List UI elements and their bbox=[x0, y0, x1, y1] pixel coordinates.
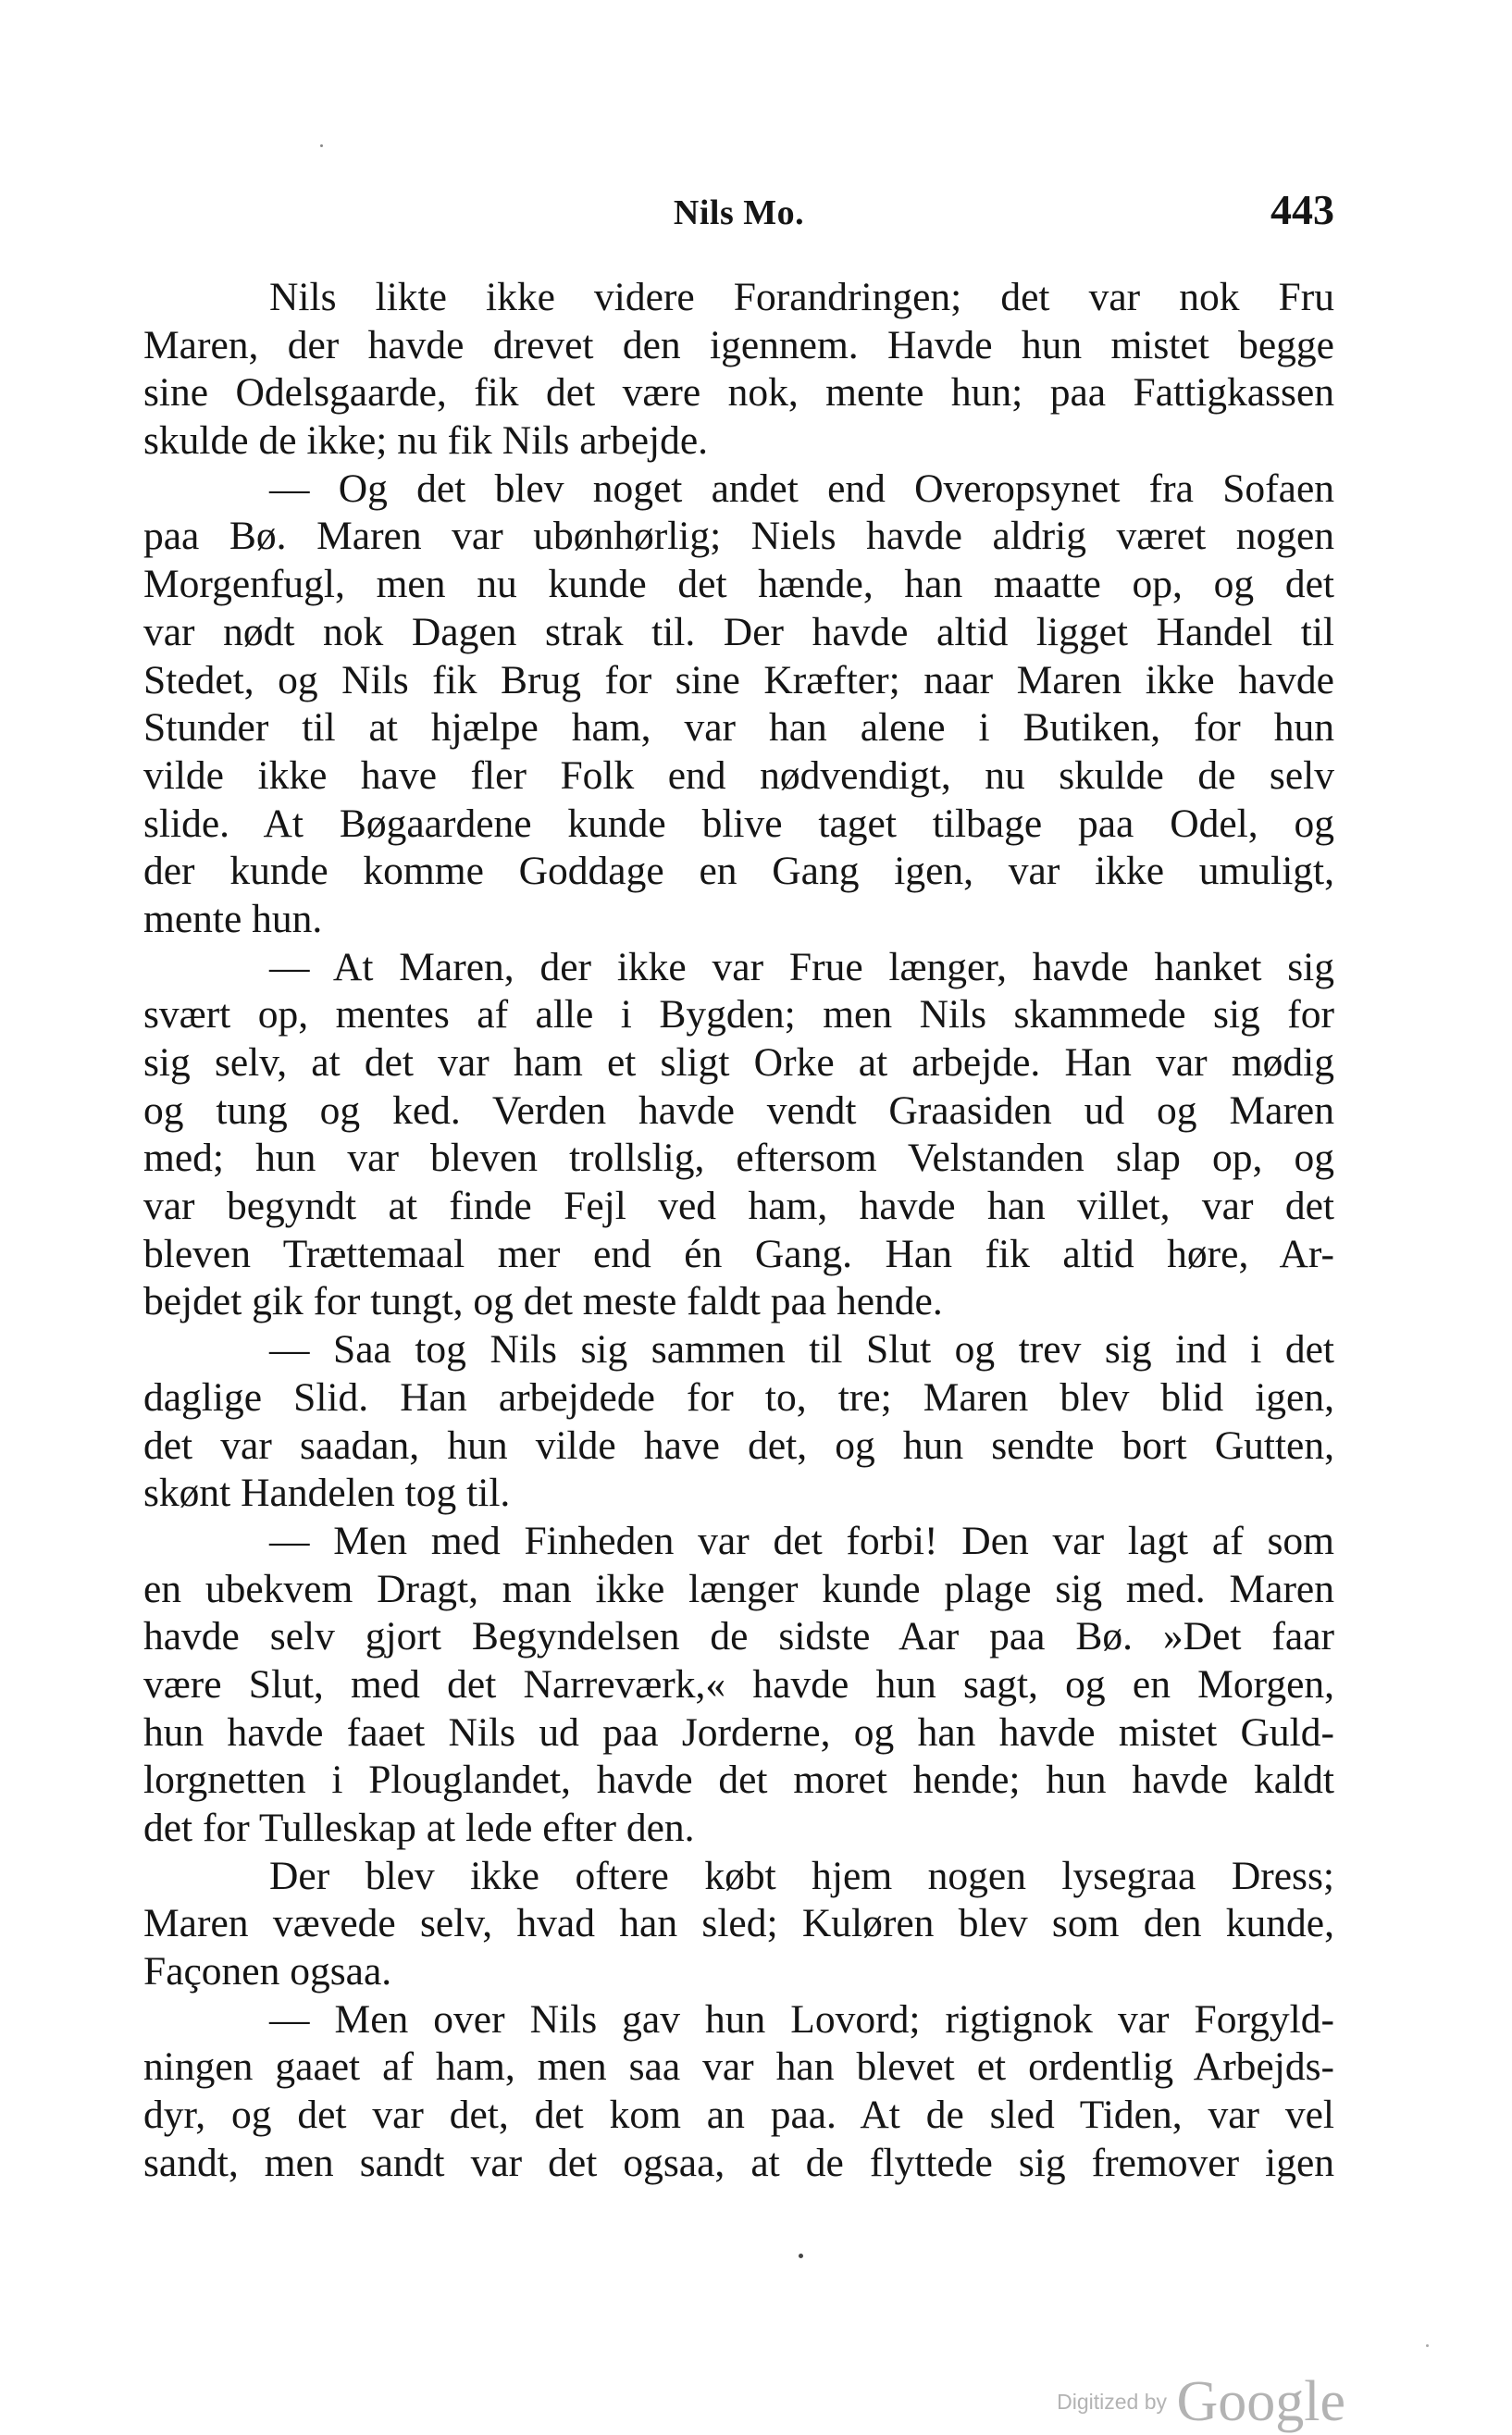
watermark-logo: Google bbox=[1176, 2370, 1345, 2433]
text-line: der kunde komme Goddage en Gang igen, var ikke umuligt, bbox=[143, 849, 1334, 894]
text-line: Der blev ikke oftere købt hjem nogen lysegraa Dress; bbox=[269, 1853, 1334, 1898]
running-head: Nils Mo. bbox=[673, 193, 805, 232]
text-line: — Saa tog Nils sig sammen til Slut og trev sig ind i det bbox=[269, 1327, 1334, 1373]
text-line: Maren vævede selv, hvad han sled; Kuløren blev som den kunde, bbox=[143, 1901, 1334, 1946]
text-line: Morgenfugl, men nu kunde det hænde, han maatte op, og det bbox=[143, 562, 1334, 607]
text-line: dyr, og det var det, det kom an paa. At de sled Tiden, var vel bbox=[143, 2093, 1334, 2138]
speck-mark bbox=[320, 144, 323, 147]
text-line: vilde ikke have fler Folk end nødvendigt, nu skulde de selv bbox=[143, 752, 1334, 798]
text-line: det var saadan, hun vilde have det, og hun sendte bort Gutten, bbox=[143, 1422, 1334, 1468]
digitized-watermark bbox=[1057, 2369, 1345, 2435]
text-line: — Men over Nils gav hun Lovord; rigtignok var Forgyld- bbox=[269, 1996, 1334, 2042]
text-line: paa Bø. Maren var ubønhørlig; Niels havde aldrig været nogen bbox=[143, 514, 1334, 559]
text-line: skønt Handelen tog til. bbox=[143, 1471, 511, 1516]
watermark-prefix: Digitized by bbox=[1057, 2390, 1168, 2414]
speck-mark bbox=[1426, 2344, 1429, 2347]
text-line: Stunder til at hjælpe ham, var han alene i Butiken, for hun bbox=[143, 705, 1334, 751]
text-line: lorgnetten i Plouglandet, havde det moret hende; hun havde kaldt bbox=[143, 1758, 1334, 1803]
text-line: svært op, mentes af alle i Bygden; men Nils skammede sig for bbox=[143, 992, 1334, 1037]
text-line: mente hun. bbox=[143, 896, 323, 941]
body-text bbox=[143, 274, 1334, 2188]
text-line: Maren, der havde drevet den igennem. Havde hun mistet begge bbox=[143, 322, 1334, 367]
text-line: — At Maren, der ikke var Frue længer, havde hanket sig bbox=[269, 944, 1334, 989]
text-line: med; hun var bleven trollslig, eftersom Velstanden slap op, og bbox=[143, 1136, 1334, 1181]
page-number: 443 bbox=[1270, 186, 1334, 233]
page-header bbox=[143, 185, 1334, 241]
text-line: være Slut, med det Narreværk,« havde hun sagt, og en Morgen, bbox=[143, 1661, 1334, 1707]
text-line: sine Odelsgaarde, fik det være nok, mente hun; paa Fattigkassen bbox=[143, 370, 1334, 416]
text-line: var nødt nok Dagen strak til. Der havde altid ligget Handel til bbox=[143, 609, 1334, 654]
text-line: en ubekvem Dragt, man ikke længer kunde plage sig med. Maren bbox=[143, 1566, 1334, 1611]
text-line: daglige Slid. Han arbejdede for to, tre; Maren blev blid igen, bbox=[143, 1374, 1334, 1420]
text-line: Nils likte ikke videre Forandringen; det var nok Fru bbox=[269, 275, 1334, 319]
text-line: det for Tulleskap at lede efter den. bbox=[143, 1806, 695, 1850]
text-line: Stedet, og Nils fik Brug for sine Kræfter; naar Maren ikke havde bbox=[143, 657, 1334, 702]
text-line: ningen gaaet af ham, men saa var han blevet et ordentlig Arbejds- bbox=[143, 2044, 1334, 2090]
text-line: sig selv, at det var ham et sligt Orke at arbejde. Han var mødig bbox=[143, 1040, 1334, 1085]
text-line: sandt, men sandt var det ogsaa, at de flyttede sig fremover igen bbox=[143, 2140, 1334, 2185]
text-line: — Men med Finheden var det forbi! Den var lagt af som bbox=[269, 1518, 1334, 1563]
text-line: var begyndt at finde Fejl ved ham, havde han villet, var det bbox=[143, 1184, 1334, 1229]
text-line: skulde de ikke; nu fik Nils arbejde. bbox=[143, 418, 709, 464]
text-line: bejdet gik for tungt, og det meste faldt paa hende. bbox=[143, 1279, 943, 1324]
signature-mark bbox=[799, 2254, 803, 2258]
text-line: hun havde faaet Nils ud paa Jorderne, og han havde mistet Guld- bbox=[143, 1709, 1334, 1755]
text-line: slide. At Bøgaardene kunde blive taget tilbage paa Odel, og bbox=[143, 801, 1334, 846]
text-line: og tung og ked. Verden havde vendt Graasiden ud og Maren bbox=[143, 1087, 1334, 1133]
text-line: bleven Trættemaal mer end én Gang. Han fik altid høre, Ar- bbox=[143, 1231, 1334, 1276]
text-line: havde selv gjort Begyndelsen de sidste Aar paa Bø. »Det faar bbox=[143, 1614, 1334, 1659]
text-line: Façonen ogsaa. bbox=[143, 1949, 392, 1994]
text-line: — Og det blev noget andet end Overopsynet fra Sofaen bbox=[269, 466, 1334, 511]
